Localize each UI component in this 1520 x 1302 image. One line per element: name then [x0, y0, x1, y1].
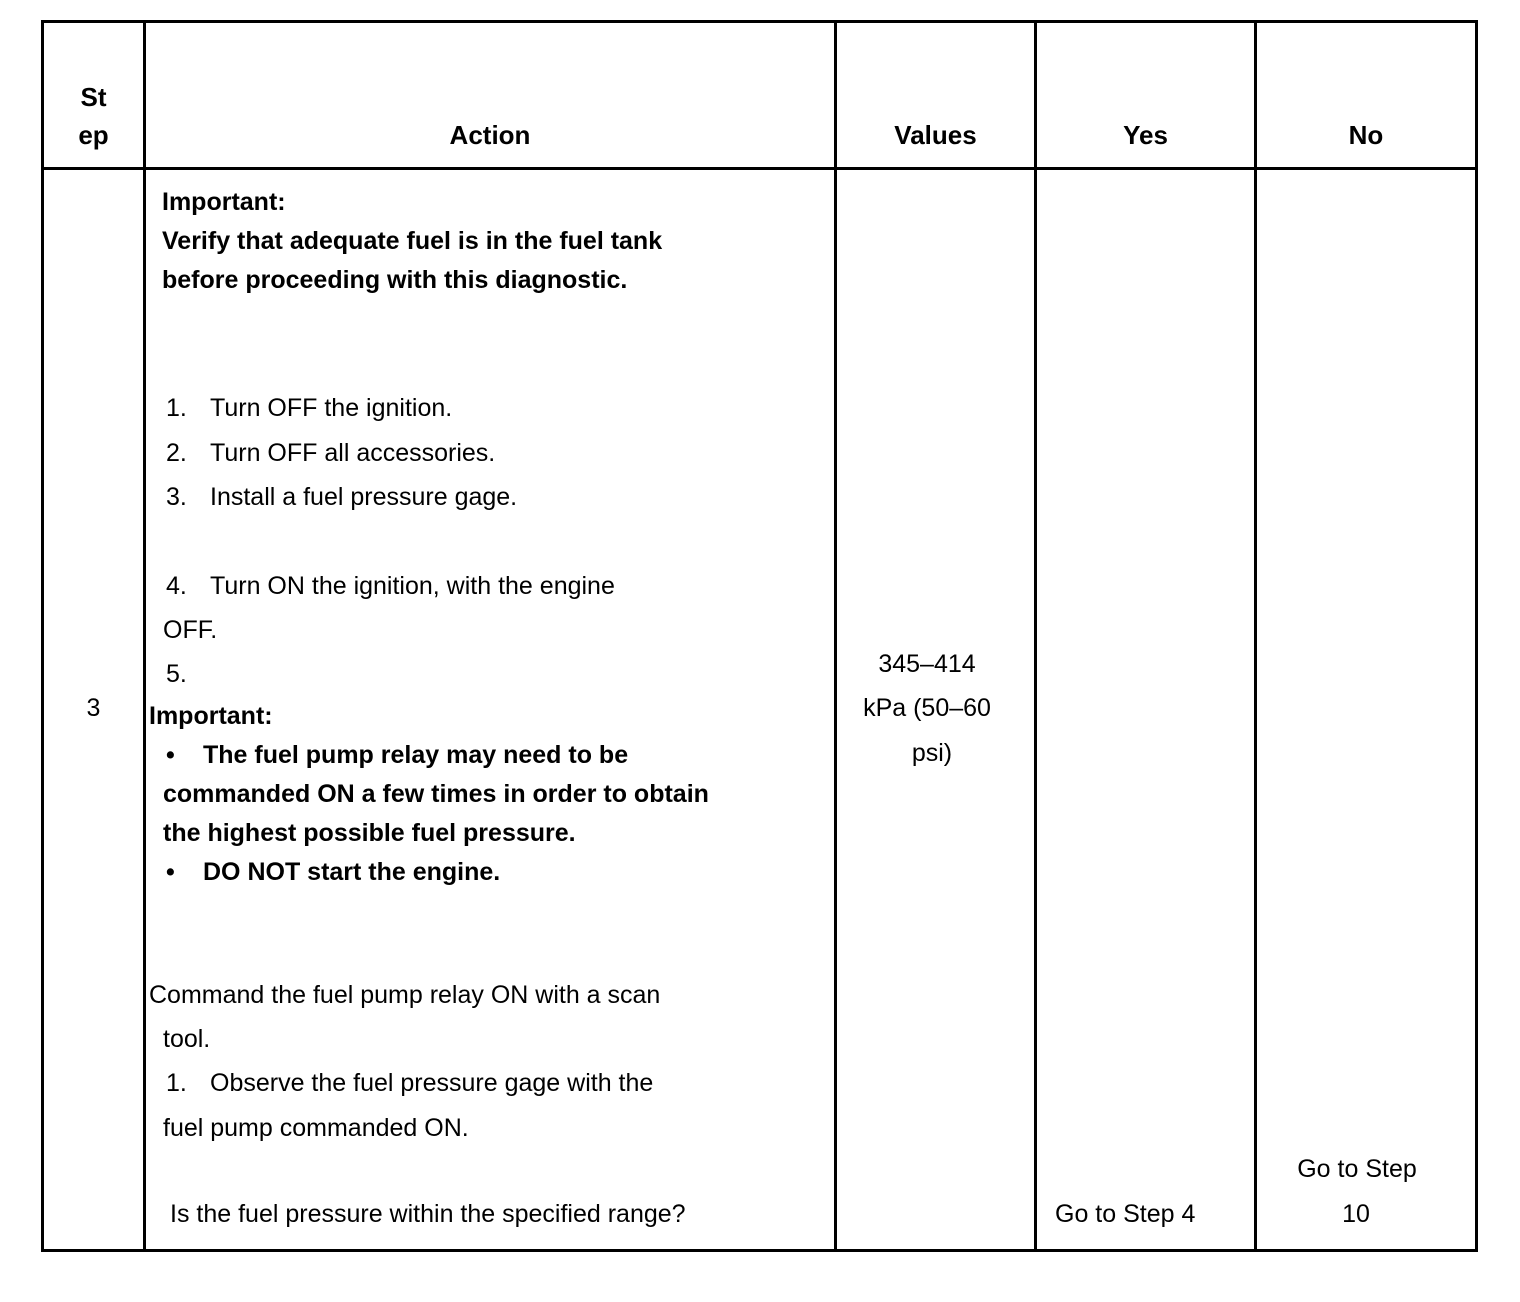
header-action: Action	[449, 120, 531, 150]
values-text: kPa (50–60	[863, 694, 991, 722]
header-values: Values	[894, 120, 977, 150]
important-text: before proceeding with this diagnostic.	[162, 266, 628, 294]
column-divider	[1254, 20, 1257, 1252]
no-action: 10	[1342, 1200, 1370, 1228]
list-item-continuation: OFF.	[163, 616, 218, 644]
step-number: 3	[86, 694, 101, 722]
list-number: 3.	[166, 483, 187, 511]
header-step-line2: ep	[78, 120, 109, 150]
command-text: Command the fuel pump relay ON with a scan	[149, 981, 661, 1009]
header-no: No	[1348, 120, 1384, 150]
list-number: 4.	[166, 572, 187, 600]
important-label: Important:	[162, 188, 286, 216]
bullet-glyph: •	[166, 858, 175, 886]
important-label: Important:	[149, 702, 273, 730]
bullet-text: commanded ON a few times in order to obtain	[163, 780, 709, 808]
list-item: Turn ON the ignition, with the engine	[210, 572, 615, 600]
yes-action: Go to Step 4	[1055, 1200, 1196, 1228]
column-divider	[834, 20, 837, 1252]
list-item: Turn OFF all accessories.	[210, 439, 496, 467]
header-yes: Yes	[1123, 120, 1168, 150]
header-divider	[41, 167, 1478, 170]
bullet-glyph: •	[166, 741, 175, 769]
bullet-text: The fuel pump relay may need to be	[203, 741, 629, 769]
list-number: 1.	[166, 394, 187, 422]
question-text: Is the fuel pressure within the specified range?	[170, 1200, 686, 1228]
column-divider	[143, 20, 146, 1252]
list-item: Install a fuel pressure gage.	[210, 483, 518, 511]
important-text: Verify that adequate fuel is in the fuel tank	[162, 227, 663, 255]
list-item: Turn OFF the ignition.	[210, 394, 453, 422]
list-number: 2.	[166, 439, 187, 467]
list-number: 1.	[166, 1069, 187, 1097]
bullet-text: the highest possible fuel pressure.	[163, 819, 576, 847]
list-item-continuation: fuel pump commanded ON.	[163, 1114, 469, 1142]
command-text: tool.	[163, 1025, 211, 1053]
values-text: 345–414	[878, 650, 976, 678]
bullet-text: DO NOT start the engine.	[203, 858, 501, 886]
header-step	[44, 78, 143, 154]
values-text: psi)	[911, 739, 953, 767]
header-step-line1: St	[80, 82, 107, 112]
list-item: Observe the fuel pressure gage with the	[210, 1069, 654, 1097]
column-divider	[1034, 20, 1037, 1252]
no-action: Go to Step	[1297, 1155, 1417, 1183]
list-number: 5.	[166, 660, 187, 688]
